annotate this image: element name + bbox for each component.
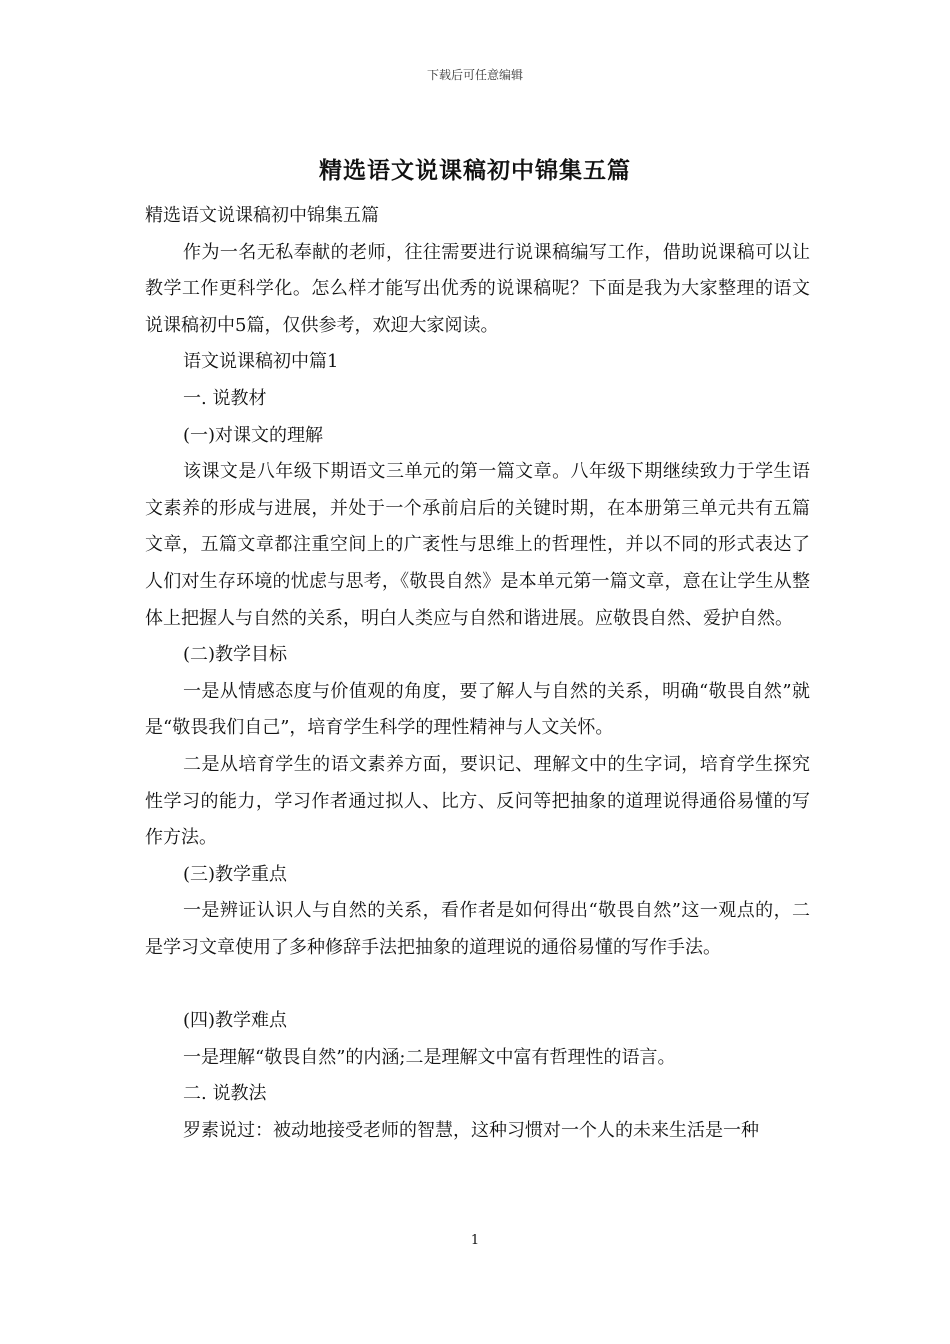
intro-paragraph: 作为一名无私奉献的老师，往往需要进行说课稿编写工作，借助说课稿可以让教学工作更科学化。怎么样才能写出优秀的说课稿呢？下面是我为大家整理的语文说课稿初中5篇，仅供参考，欢迎大家阅读。 [145, 241, 810, 336]
subpart-heading: (三)教学重点 [183, 863, 288, 885]
body-paragraph: 一是理解“敬畏自然”的内涵;二是理解文中富有哲理性的语言。 [183, 1046, 676, 1068]
page-header: 下载后可任意编辑 [426, 68, 523, 82]
subtitle-line: 精选语文说课稿初中锦集五篇 [145, 205, 379, 226]
subpart-heading: (二)教学目标 [183, 644, 288, 666]
document-title: 精选语文说课稿初中锦集五篇 [319, 157, 631, 184]
part-heading: 二. 说教法 [183, 1083, 267, 1105]
body-paragraph: 罗素说过：被动地接受老师的智慧，这种习惯对一个人的未来生活是一种 [183, 1119, 759, 1141]
page-number: 1 [470, 1233, 480, 1248]
subpart-heading: (一)对课文的理解 [183, 424, 324, 446]
body-paragraph: 该课文是八年级下期语文三单元的第一篇文章。八年级下期继续致力于学生语文素养的形成与进展，并处于一个承前启后的关键时期，在本册第三单元共有五篇文章，五篇文章都注重空间上的广袤性与思维上的哲理性，并以不同的形式表达了人们对生存环境的忧虑与思考，《敬畏自然》是本单元第一篇文章，意在让学生从整体上把握人与自然的关系，明白人类应与自然和谐进展。应敬畏自然、爱护自然。 [145, 461, 810, 629]
body-paragraph: 二是从培育学生的语文素养方面，要识记、理解文中的生字词，培育学生探究性学习的能力，学习作者通过拟人、比方、反问等把抽象的道理说得通俗易懂的写作方法。 [145, 753, 810, 849]
part-heading: 一. 说教材 [183, 387, 267, 409]
body-paragraph: 一是从情感态度与价值观的角度，要了解人与自然的关系，明确“敬畏自然”就是“敬畏我们自己”，培育学生科学的理性精神与人文关怀。 [145, 680, 810, 739]
body-paragraph: 一是辨证认识人与自然的关系，看作者是如何得出“敬畏自然”这一观点的，二是学习文章使用了多种修辞手法把抽象的道理说的通俗易懂的写作手法。 [145, 900, 810, 958]
subpart-heading: (四)教学难点 [183, 1010, 288, 1032]
section-heading: 语文说课稿初中篇1 [183, 351, 339, 373]
blank-line [145, 966, 810, 1003]
document-body [145, 198, 810, 1149]
